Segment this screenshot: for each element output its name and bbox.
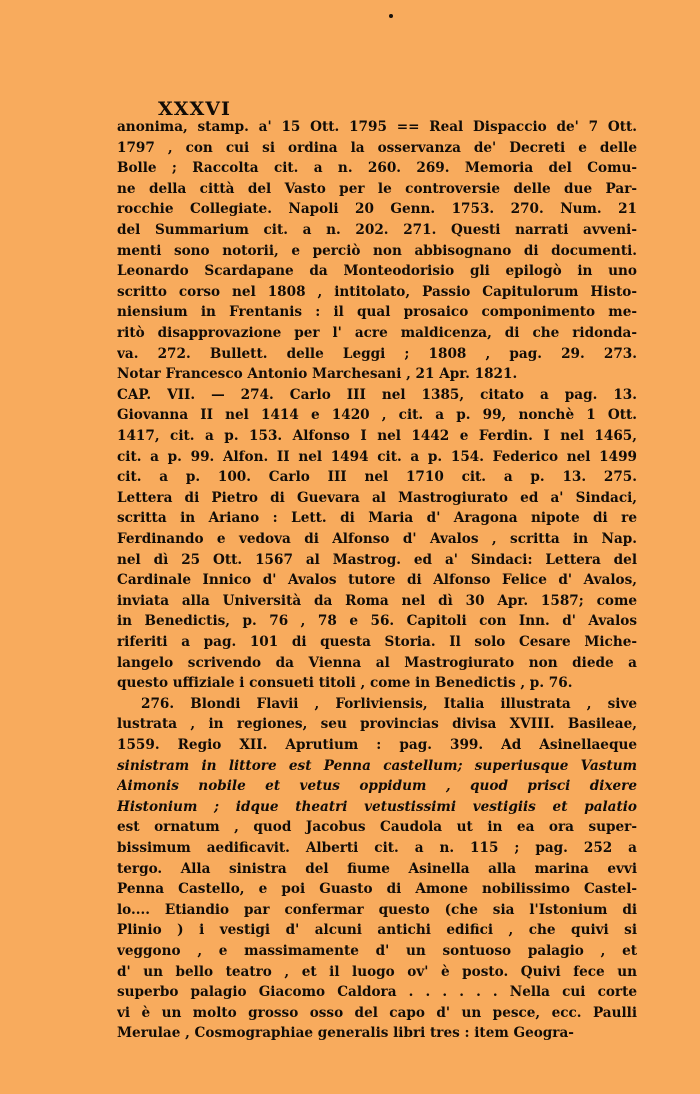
text-line: inviata alla Università da Roma nel dì 30 Apr. 1587; come: [117, 592, 637, 609]
text-line: ne della città del Vasto per le controversie delle due Par-: [117, 180, 637, 197]
text-line: Histonium ; idque theatri vetustissimi vestigiis et palatio: [117, 798, 637, 815]
text-line: va. 272. Bullett. delle Leggi ; 1808 , pag. 29. 273.: [117, 345, 637, 362]
text-line: Bolle ; Raccolta cit. a n. 260. 269. Memoria del Comu-: [117, 160, 637, 177]
text-line: Lettera di Pietro di Guevara al Mastrogiurato ed a' Sindaci,: [117, 489, 637, 506]
text-line: Plinio ) i vestigi d' alcuni antichi edifici , che quivi si: [117, 922, 637, 939]
text-line: questo uffiziale i consueti titoli , come in Benedictis , p. 76.: [117, 675, 573, 692]
text-line: Leonardo Scardapane da Monteodorisio gli epilogò in uno: [117, 263, 637, 280]
text-line: langelo scrivendo da Vienna al Mastrogiurato non diede a: [117, 654, 637, 671]
text-line: 276. Blondi Flavii , Forliviensis, Italia illustrata , sive: [141, 695, 637, 712]
text-line: del Summarium cit. a n. 202. 271. Questi narrati avveni-: [117, 222, 637, 238]
text-line: 1559. Regio XII. Aprutium : pag. 399. Ad Asinellaeque: [117, 737, 637, 753]
page-number: XXXVI: [158, 98, 231, 120]
text-line: Cardinale Innico d' Avalos tutore di Alfonso Felice d' Avalos,: [117, 572, 637, 589]
text-line: Aimonis nobile et vetus oppidum , quod prisci dixere: [117, 778, 637, 795]
book-page: [117, 94, 637, 1084]
text-line: in Benedictis, p. 76 , 78 e 56. Capitoli con Inn. d' Avalos: [117, 613, 637, 630]
text-line: cit. a p. 100. Carlo III nel 1710 cit. a p. 13. 275.: [117, 469, 637, 486]
text-line: Notar Francesco Antonio Marchesani , 21 Apr. 1821.: [117, 366, 518, 383]
text-line: tergo. Alla sinistra del fiume Asinella alla marina evvi: [117, 860, 637, 877]
text-line: 1797 , con cui si ordina la osservanza de' Decreti e delle: [117, 139, 637, 156]
text-line: vi è un molto grosso osso del capo d' un pesce, ecc. Paulli: [117, 1004, 637, 1021]
text-line: superbo palagio Giacomo Caldora . . . . . . Nella cui corte: [117, 984, 637, 1001]
text-line: niensium in Frentanis : il qual prosaico componimento me-: [117, 304, 637, 321]
text-line: d' un bello teatro , et il luogo ov' è posto. Quivi fece un: [117, 963, 637, 980]
text-line: est ornatum , quod Jacobus Caudola ut in ea ora super-: [117, 819, 637, 836]
ink-speck: [389, 14, 393, 18]
text-line: Merulae , Cosmographiae generalis libri tres : item Geogra-: [117, 1025, 574, 1042]
text-line: sinistram in littore est Penna castellum; superiusque Vastum: [117, 757, 637, 774]
text-line: 1417, cit. a p. 153. Alfonso I nel 1442 e Ferdin. I nel 1465,: [117, 428, 637, 444]
text-line: riferiti a pag. 101 di questa Storia. Il solo Cesare Miche-: [117, 634, 637, 650]
text-line: rocchie Collegiate. Napoli 20 Genn. 1753. 270. Num. 21: [117, 201, 637, 218]
text-line: menti sono notorii, e perciò non abbisognano di documenti.: [117, 242, 637, 259]
text-line: scritto corso nel 1808 , intitolato, Passio Capitulorum Histo-: [117, 283, 637, 300]
text-line: bissimum aedificavit. Alberti cit. a n. 115 ; pag. 252 a: [117, 840, 637, 856]
text-line: CAP. VII. — 274. Carlo III nel 1385, citato a pag. 13.: [117, 386, 637, 403]
text-line: Giovanna II nel 1414 e 1420 , cit. a p. 99, nonchè 1 Ott.: [117, 407, 637, 424]
text-line: ritò disapprovazione per l' acre maldicenza, di che ridonda-: [117, 325, 637, 341]
text-line: cit. a p. 99. Alfon. II nel 1494 cit. a p. 154. Federico nel 1499: [117, 448, 637, 465]
text-line: scritta in Ariano : Lett. di Maria d' Aragona nipote di re: [117, 510, 637, 527]
text-line: anonima, stamp. a' 15 Ott. 1795 == Real Dispaccio de' 7 Ott.: [117, 119, 637, 135]
text-line: Ferdinando e vedova di Alfonso d' Avalos , scritta in Nap.: [117, 531, 637, 547]
text-line: Penna Castello, e poi Guasto di Amone nobilissimo Castel-: [117, 881, 637, 898]
text-line: lo.... Etiandio par confermar questo (che sia l'Istonium di: [117, 901, 637, 918]
text-line: nel dì 25 Ott. 1567 al Mastrog. ed a' Sindaci: Lettera del: [117, 551, 637, 568]
text-line: lustrata , in regiones, seu provincias divisa XVIII. Basileae,: [117, 716, 637, 733]
text-line: veggono , e massimamente d' un sontuoso palagio , et: [117, 943, 637, 959]
